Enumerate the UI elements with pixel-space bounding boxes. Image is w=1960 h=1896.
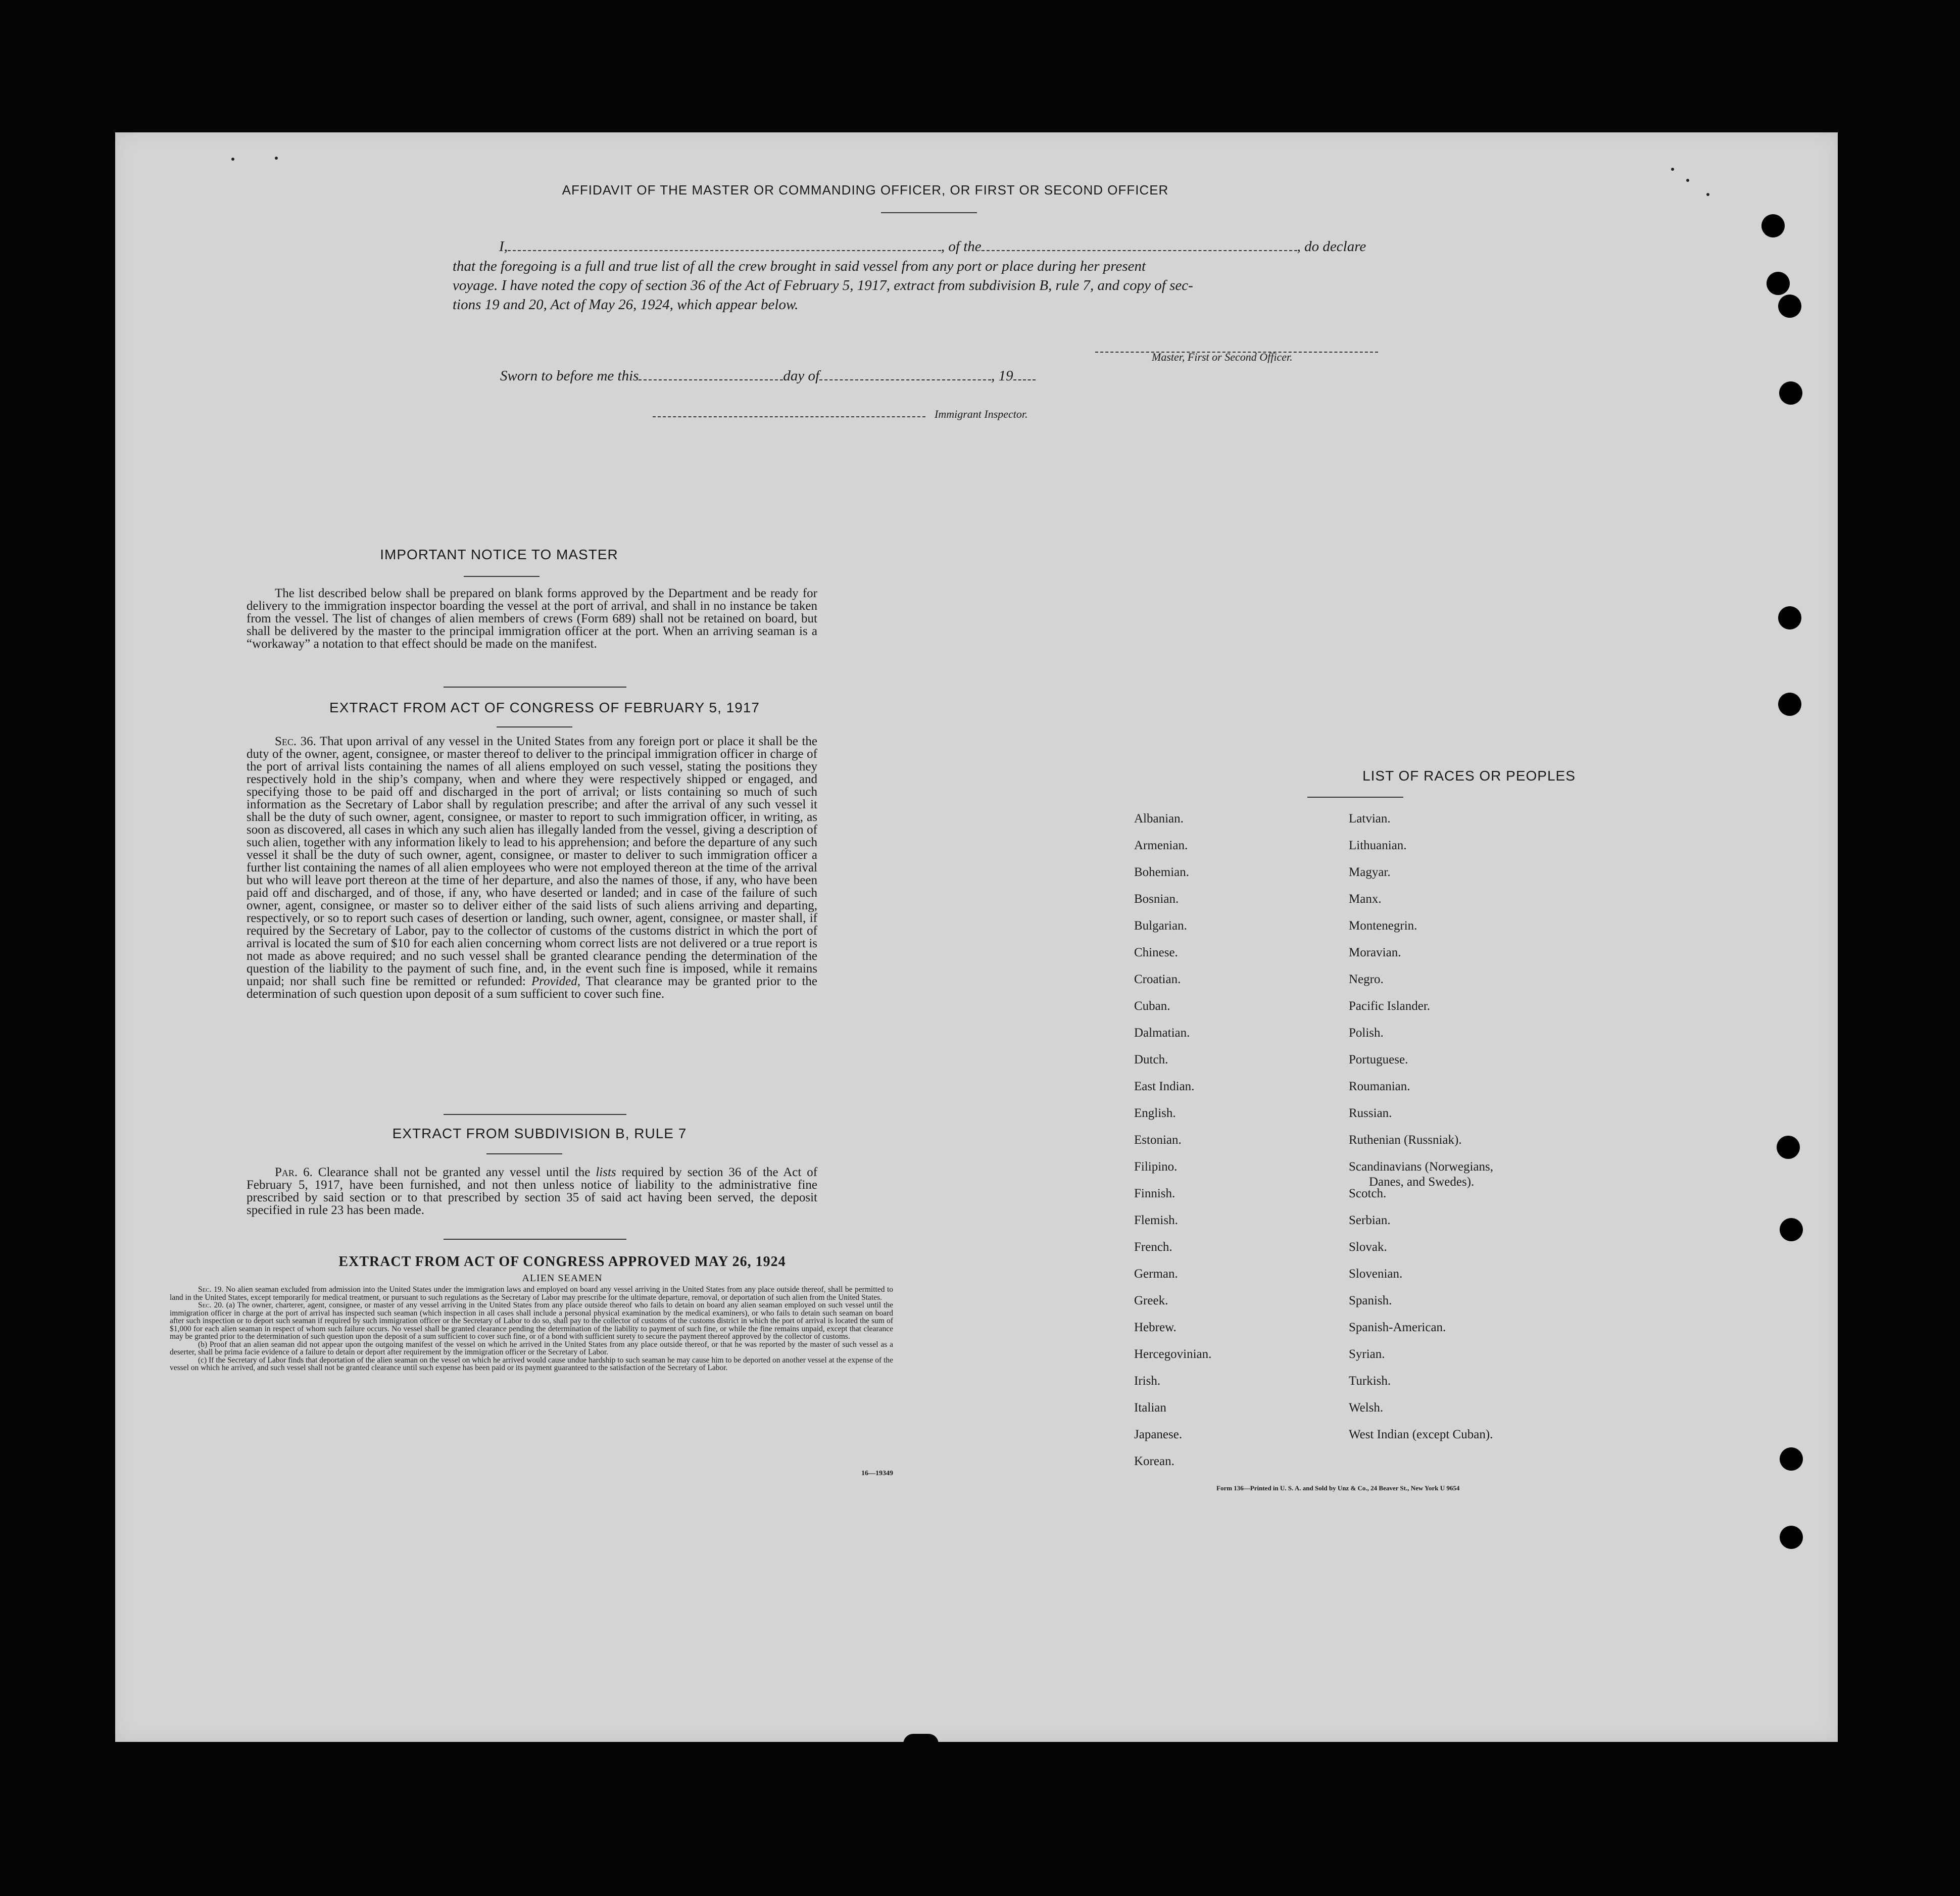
sworn-line [500,368,1036,384]
binder-hole [1780,1218,1803,1241]
race-item: Welsh. [1349,1401,1384,1415]
affidavit-line-3: voyage. I have noted the copy of section 36 of the Act of February 5, 1917, extract from subdivision B, rule 7, and copy of sec- [453,277,1193,294]
race-item: Greek. [1134,1294,1168,1307]
race-item: Spanish. [1349,1294,1392,1307]
race-item: Cuban. [1134,999,1170,1013]
extract-1924-subtitle: ALIEN SEAMEN [522,1273,603,1284]
sec-19-text: No alien seaman excluded from admission into the United States under the immigration laws and employed on board any vessel arriving in the United States from any place outside thereof, shall be permitted to land in the United States, except temporarily for medical treatment, or pursuant to such regulations as the Secretary of Labor may prescribe for the ultimate departure, removal, or deportation of such alien from the United States. [170,1285,893,1302]
race-item: Japanese. [1134,1428,1183,1441]
race-item: Montenegrin. [1349,919,1417,933]
form-code: 16—19349 [861,1470,893,1477]
extract-1917-title-rule [497,726,572,727]
race-item: Chinese. [1134,946,1178,959]
binder-hole [1777,1136,1800,1159]
binder-hole [1761,214,1785,237]
sec-20a [170,1301,893,1341]
binder-hole [1780,1447,1803,1471]
speck-mark [1686,179,1689,182]
sec-19 [170,1286,893,1301]
race-item: Armenian. [1134,839,1188,852]
race-item: Finnish. [1134,1187,1175,1200]
inspector-signature-blank[interactable] [653,405,925,417]
affidavit-line-2: that the foregoing is a full and true list of all the crew brought in said vessel from any port or place during her present [453,258,1146,274]
race-item: Bohemian. [1134,865,1190,879]
race-item: Bosnian. [1134,892,1179,906]
race-item: English. [1134,1106,1176,1120]
race-item: East Indian. [1134,1080,1195,1093]
race-item: Negro. [1349,973,1384,986]
par-6-text-a: Clearance shall not be granted any vessel until the [318,1165,591,1179]
speck-mark [275,157,278,160]
sworn-month-blank[interactable] [819,368,991,380]
binder-hole [1778,693,1801,716]
sec-19-label: Sec. 19. [198,1285,224,1294]
race-item: Turkish. [1349,1374,1391,1388]
day-of-label: day of [783,368,820,384]
race-item: Spanish-American. [1349,1321,1446,1334]
sec-20b: (b) Proof that an alien seaman did not appear upon the outgoing manifest of the vessel on which he arrived in the United States from any place outside thereof, or that he was reported by the master of such vessel as a deserter, shall be prima facie evidence of a failure to detain or deport after requirement by the immigration officer or the Secretary of Labor. [170,1340,893,1356]
provided-word: Provided, [531,975,580,988]
form-footer: Form 136—Printed in U. S. A. and Sold by Unz & Co., 24 Beaver St., New York U 9654 [1216,1484,1460,1492]
race-item: Irish. [1134,1374,1161,1388]
par-6-label: Par. 6. [275,1165,313,1179]
race-item: French. [1134,1240,1172,1254]
race-item: Slovak. [1349,1240,1387,1254]
speck-mark [231,158,234,161]
race-item: Korean. [1134,1454,1174,1468]
race-item: Latvian. [1349,812,1391,825]
sec-36-text: That upon arrival of any vessel in the United States from any foreign port or place it shall be the duty of the owner, agent, consignee, or master thereof to deliver to the principal immigration officer in charge of the port of arrival lists containing the names of all aliens employed on such vessel, stating the positions they respectively hold in the ship’s company, when and where they were respectively shipped or engaged, and specifying those to be paid off and discharged in the port of arrival; or lists containing so much of such information as the Secretary of Labor shall by regulation prescribe; and after the arrival of any such vessel it shall be the duty of such owner, agent, consignee, or master to report to such immigration officer, in writing, as soon as discovered, all cases in which any such alien has illegally landed from the vessel, giving a description of such alien, together with any information likely to lead to his apprehension; and before the departure of any such vessel it shall be the duty of such owner, agent, consignee, or master to deliver to such immigration officer a further list containing the names of all alien employees who were not employed thereon at the time of the arrival but who will leave port thereon at the time of her departure, and also the names of those, if any, who have been paid off and discharged, and of those, if any, who have deserted or landed; and in case of the failure of such owner, agent, consignee, or master so to deliver either of the said lists of such aliens arriving and departing, respectively, or so to report such cases of desertion or landing, such owner, agent, consignee, or master shall, if required by the Secretary of Labor, pay to the collector of customs of the customs district in which the port of arrival is located the sum of $10 for each alien concerning whom correct lists are not delivered or a true report is not made as above required; and no such vessel shall be granted clearance pending the determination of the question of the liability to the payment of such fine, and, in the event such fine is imposed, while it remains unpaid; nor shall such fine be remitted or refunded: [247,735,818,988]
affidavit-line-4: tions 19 and 20, Act of May 26, 1924, which appear below. [453,297,799,313]
race-item: Dutch. [1134,1053,1168,1066]
affidavit-title: AFFIDAVIT OF THE MASTER OR COMMANDING OFFICER, OR FIRST OR SECOND OFFICER [562,182,1169,198]
race-item: German. [1134,1267,1178,1281]
vessel-blank[interactable] [982,239,1297,251]
extract-1924-text [170,1286,893,1372]
race-item: Hebrew. [1134,1321,1177,1334]
race-item: Scotch. [1349,1187,1387,1200]
rule-7-title: EXTRACT FROM SUBDIVISION B, RULE 7 [392,1126,687,1141]
sworn-day-blank[interactable] [639,368,783,380]
race-item: Hercegovinian. [1134,1347,1212,1361]
do-declare-label: , do declare [1297,238,1366,255]
race-item: Slovenian. [1349,1267,1403,1281]
sec-20-label: Sec. 20. [198,1301,224,1309]
section-divider [444,687,626,688]
race-item: Flemish. [1134,1213,1178,1227]
race-item: Filipino. [1134,1160,1178,1174]
binder-hole [1778,295,1801,318]
race-item: Pacific Islander. [1349,999,1431,1013]
binder-hole [1778,606,1801,629]
sec-36-text-end: That clearance may be granted prior to the determination of such question upon deposit of a sum sufficient to cover such fine. [247,975,817,1001]
race-item: Lithuanian. [1349,839,1407,852]
race-item: Italian [1134,1401,1166,1415]
name-blank[interactable] [508,239,941,251]
sec-36-label: Sec. 36. [275,735,316,748]
notice-title-rule [464,576,540,577]
race-item: West Indian (except Cuban). [1349,1428,1493,1441]
rule-7-title-rule [486,1153,562,1154]
race-item: Polish. [1349,1026,1384,1040]
sworn-label: Sworn to before me this [500,368,639,384]
race-item: Syrian. [1349,1347,1385,1361]
race-item: Serbian. [1349,1213,1391,1227]
document-page [115,132,1838,1742]
sec-20c: (c) If the Secretary of Labor finds that deportation of the alien seaman on the vessel on which he arrived would cause undue hardship to such seaman he may cause him to be deported on another vessel at the expense of the vessel on which he arrived, and such vessel shall not be granted clearance until such expense has been paid or its payment guaranteed to the satisfaction of the Secretary of Labor. [170,1355,893,1372]
rule-7-text [247,1166,817,1217]
notice-text: The list described below shall be prepared on blank forms approved by the Department and be ready for delivery to the immigration inspector boarding the vessel at the port of arrival, and shall in no instance be taken from the vessel. The list of changes of alien members of crews (Form 689) shall not be retained on board, but shall be delivered by the master to the principal immigration officer at the port. When an arriving seaman is a “workaway” a notation to that effect should be made on the manifest. [247,587,817,651]
affidavit-title-rule [881,212,977,213]
race-item: Danes, and Swedes). [1369,1175,1475,1189]
sworn-year-blank[interactable] [1013,368,1036,380]
i-label: I, [499,238,508,255]
speck-mark [1706,193,1709,196]
extract-1924-title: EXTRACT FROM ACT OF CONGRESS APPROVED MAY 26, 1924 [338,1254,786,1270]
inspector-signature-label: Immigrant Inspector. [935,408,1028,420]
section-divider [444,1239,626,1240]
race-item: Roumanian. [1349,1080,1410,1093]
lists-word: lists [596,1165,616,1179]
races-list [1134,812,1589,1469]
speck-mark [1671,168,1674,171]
race-item: Estonian. [1134,1133,1182,1147]
race-item: Scandinavians (Norwegians, [1349,1160,1494,1174]
sec-20a-text: (a) The owner, charterer, agent, consignee, or master of any vessel arriving in the United States from any place outside thereof who fails to detain on board any alien seaman employed on such vessel until the immigration officer in charge at the port of arrival has inspected such seaman (which inspection in all cases shall include a personal physical examination by the medical examiners), or who fails to detain such seaman on board after such inspection or to deport such seaman if required by such immigration officer or the Secretary of Labor to do so, shall pay to the collector of customs of the customs district in which the port of arrival is located the sum of $1,000 for each alien seaman in respect of whom such failure occurs. No vessel shall be granted clearance pending the determination of the liability to payment of such fine, or while the fine remains unpaid, except that clearance may be granted prior to the determination of such question upon the deposit of a sum sufficient to cover such fine, or of a bond with sufficient surety to secure the payment thereof approved by the collector of customs. [170,1301,894,1341]
races-title: LIST OF RACES OR PEOPLES [1362,768,1576,784]
race-item: Albanian. [1134,812,1184,825]
race-item: Moravian. [1349,946,1401,959]
affidavit-declaration-line [499,238,1366,255]
race-item: Bulgarian. [1134,919,1187,933]
race-item: Magyar. [1349,865,1391,879]
master-signature-label: Master, First or Second Officer. [1152,351,1293,363]
section-divider [444,1114,626,1115]
of-the-label: , of the [941,238,982,255]
binder-hole [1767,272,1790,295]
extract-1917-title: EXTRACT FROM ACT OF CONGRESS OF FEBRUARY 5, 1917 [329,700,760,715]
races-title-rule [1307,797,1403,798]
year-label: , 19 [991,368,1013,384]
extract-1917-text [247,735,817,1000]
race-item: Russian. [1349,1106,1392,1120]
race-item: Croatian. [1134,973,1181,986]
binder-hole [1780,1526,1803,1549]
race-item: Dalmatian. [1134,1026,1190,1040]
par-6-text-b: required by section 36 of the Act of February 5, 1917, have been furnished, and not then unless notice of liability to the administrative fine prescribed by said section or to that prescribed by section 35 of said act having been served, the deposit specified in rule 23 has been made. [247,1165,818,1217]
race-item: Ruthenian (Russniak). [1349,1133,1462,1147]
torn-edge [903,1734,939,1744]
binder-hole [1779,381,1802,405]
race-item: Portuguese. [1349,1053,1408,1066]
race-item: Manx. [1349,892,1382,906]
notice-title: IMPORTANT NOTICE TO MASTER [380,547,618,562]
